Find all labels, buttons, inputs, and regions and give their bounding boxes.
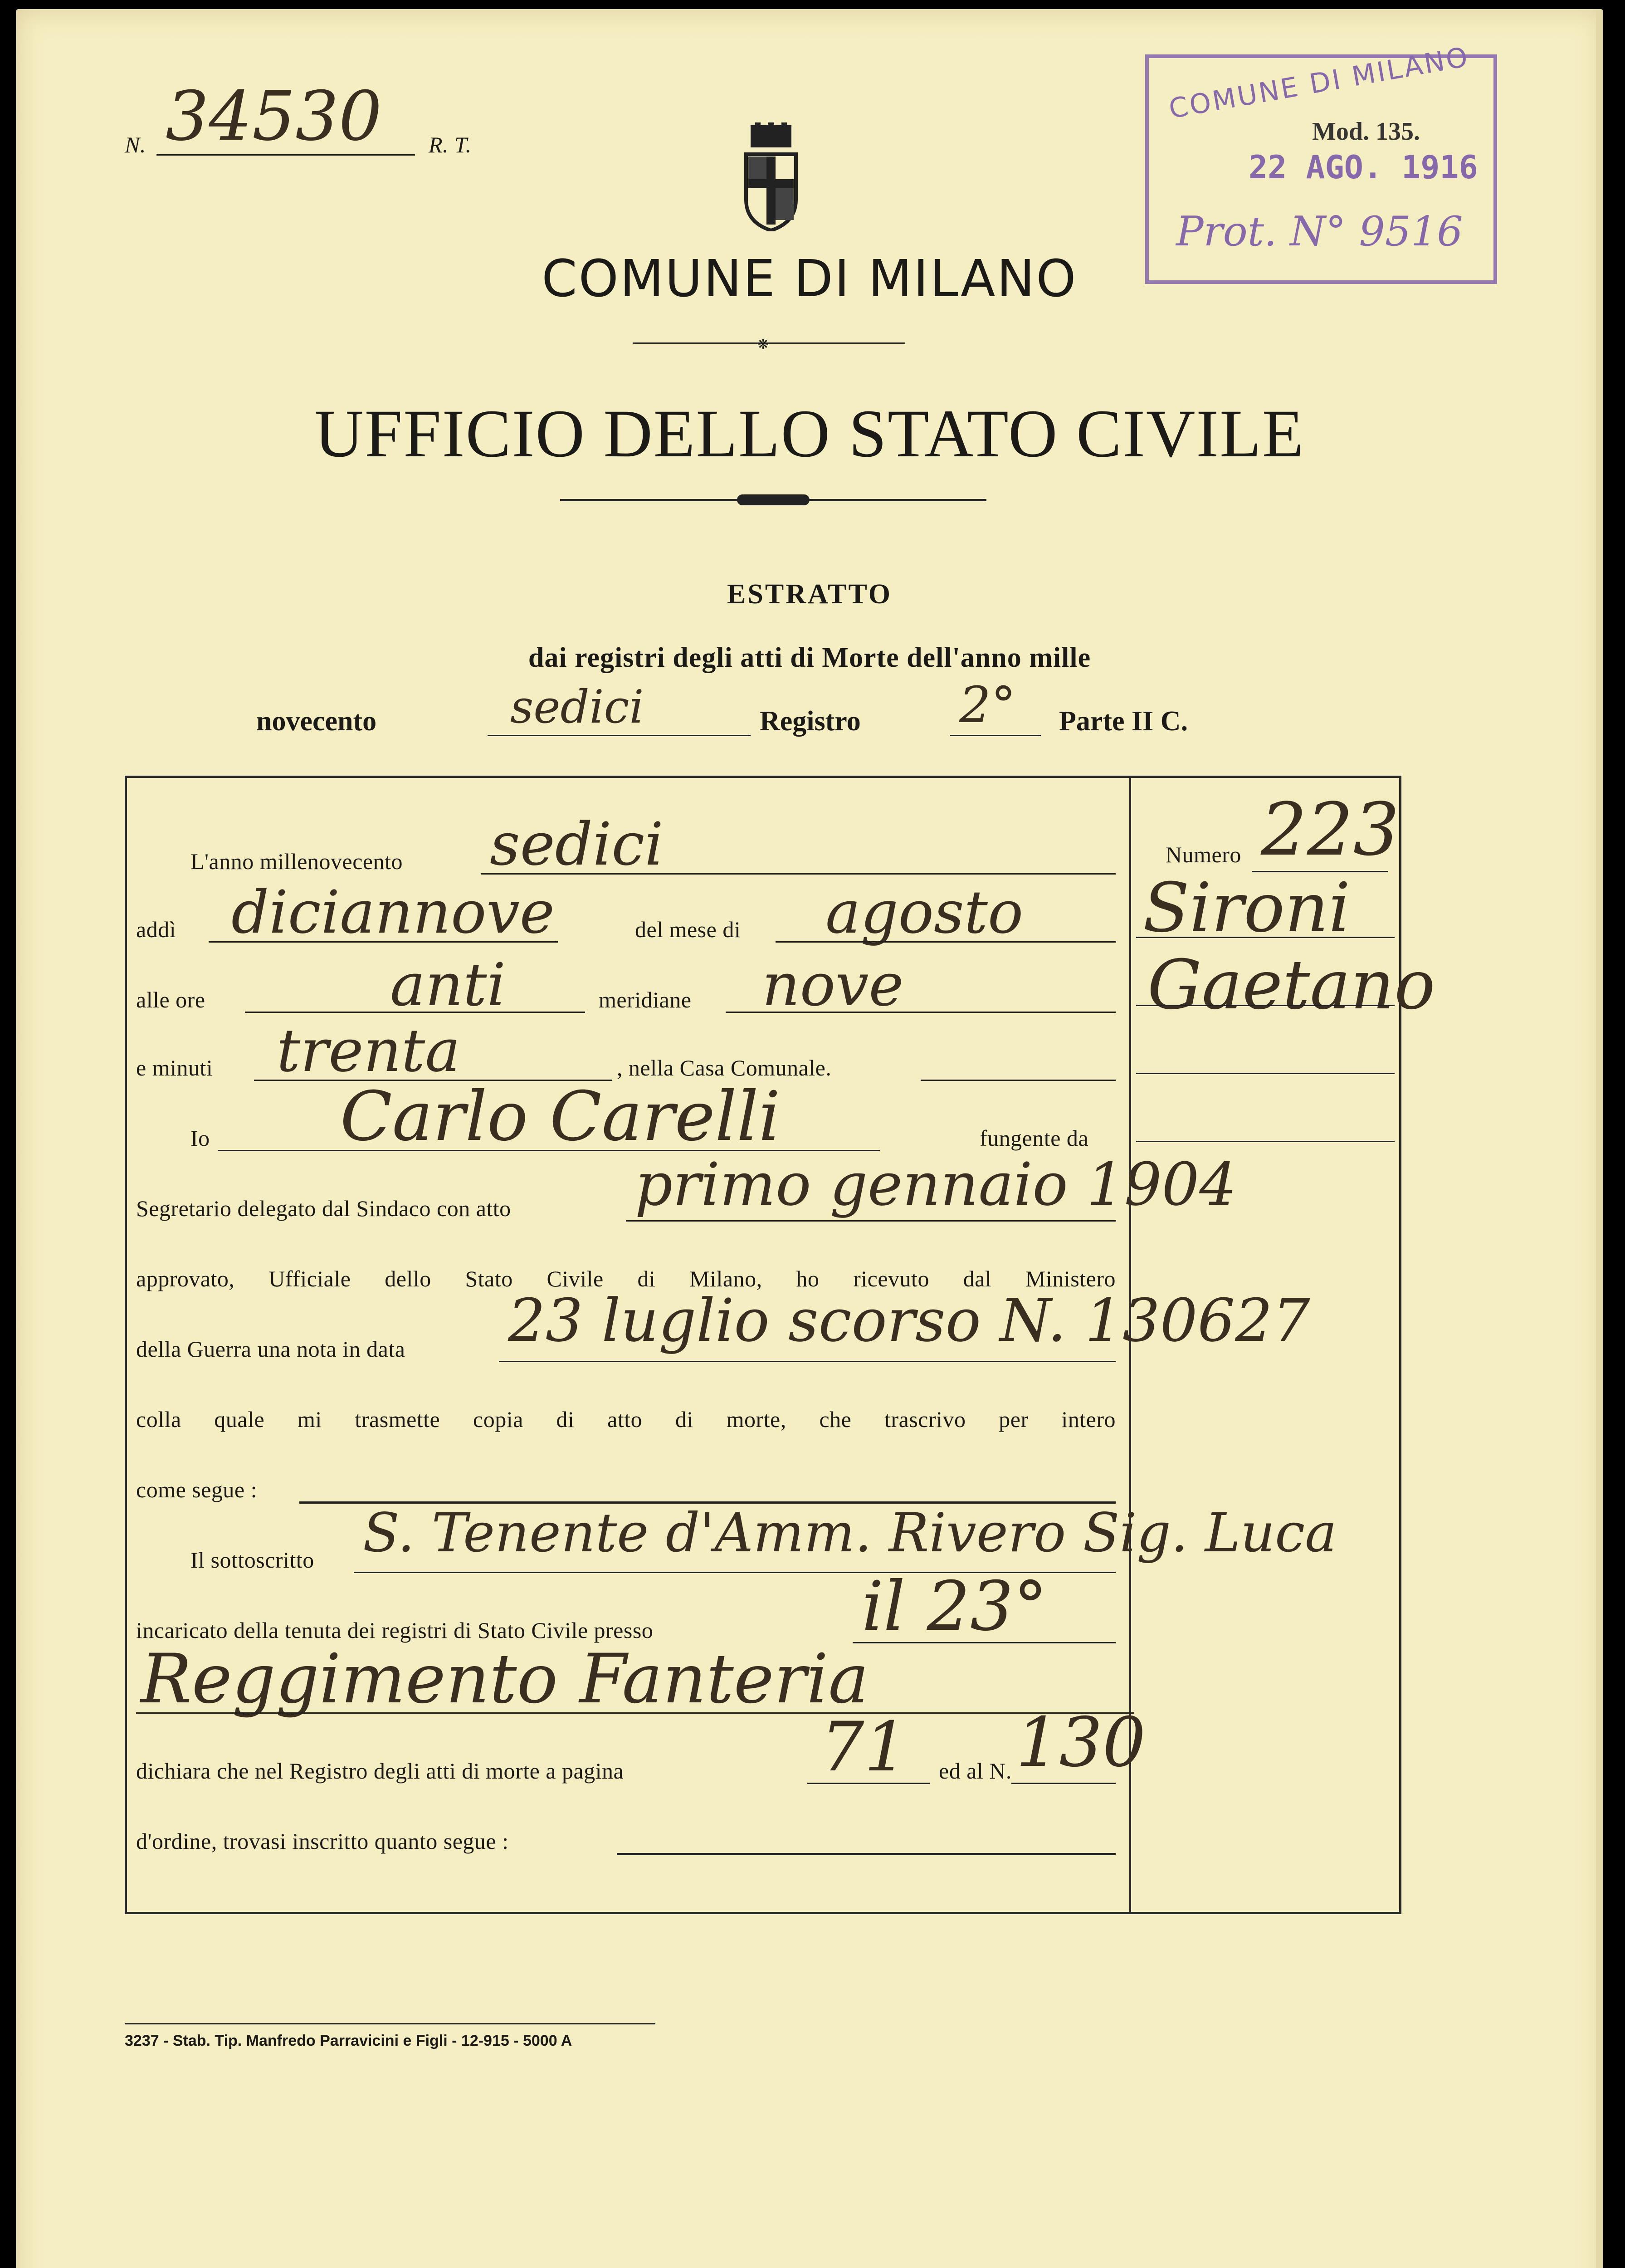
segretario-label: Segretario delegato dal Sindaco con atto [136,1196,511,1221]
sottoscritto-label: Il sottoscritto [190,1547,314,1573]
registro-underline [950,735,1041,736]
ufficio-title: UFFICIO DELLO STATO CIVILE [314,396,1305,471]
reggimento-underline [136,1712,1134,1714]
sottoscritto-value: S. Tenente d'Amm. Rivero Sig. Luca [363,1501,1337,1564]
anno-value: sedici [490,810,664,879]
novecento-value: sedici [510,680,644,733]
ore-num-value: nove [762,950,904,1019]
io-value: Carlo Carelli [340,1077,781,1156]
anno-underline [481,873,1116,875]
addi-underline [209,941,558,943]
come-segue-label: come segue : [136,1477,258,1502]
nota-value: 23 luglio scorso N. 130627 [508,1286,1310,1355]
rt-label: R. T. [429,132,472,157]
pagina-value: 71 [821,1708,908,1787]
presso-underline [853,1642,1116,1643]
guerra-label: della Guerra una nota in data [136,1336,405,1362]
footer-rule [125,2023,655,2024]
side-line-3 [1136,1073,1395,1074]
nome-value: Gaetano [1147,946,1435,1025]
colla-text: colla quale mi trasmette copia di atto di morte, che trascrivo per intero [136,1407,1116,1432]
printer-footer: 3237 - Stab. Tip. Manfredo Parravicini e Figli - 12-915 - 5000 A [125,2032,572,2049]
addi-value: diciannove [231,878,555,947]
addi-label: addì [136,917,176,942]
mese-value: agosto [825,878,1024,947]
n-label: N. [125,132,146,157]
registro-label: Registro [760,706,861,737]
stamp-prot: Prot. N° 9516 [1176,208,1463,255]
stamp-mod: Mod. 135. [1312,117,1420,146]
n-value: 34530 [166,77,382,156]
incaricato-label: incaricato della tenuta dei registri di Stato Civile presso [136,1618,654,1643]
presso-value: il 23° [862,1567,1048,1646]
ore-underline [245,1012,585,1013]
numero-label: Numero [1166,842,1241,867]
casa-underline [921,1080,1116,1081]
minuti-label: e minuti [136,1055,213,1080]
ed-al-label: ed al N. [939,1758,1012,1784]
nota-underline [499,1361,1116,1362]
protocol-stamp [1145,41,1497,284]
side-line-2 [1136,1005,1395,1006]
meridiane-label: meridiane [599,987,692,1012]
estratto-line1: dai registri degli atti di Morte dell'anno mille [528,642,1091,673]
numero-ordine-value: 130 [1016,1703,1146,1782]
atto-underline [626,1220,1116,1222]
page-edge [1596,9,1603,2268]
divider-ornament: ❋ [757,337,769,352]
approvato-text: approvato, Ufficiale dello Stato Civile di Milano, ho ricevuto dal Ministero [136,1266,1116,1291]
stamp-date: 22 AGO. 1916 [1249,149,1478,186]
numero-ordine-underline [1011,1783,1116,1784]
ordine-label: d'ordine, trovasi inscritto quanto segue : [136,1828,509,1854]
divider-ornament-center [737,494,810,505]
ore-value: anti [390,950,506,1019]
comune-title: COMUNE DI MILANO [542,249,1078,308]
side-line-1 [1136,937,1395,938]
ore-num-underline [726,1012,1116,1013]
novecento-underline [488,735,751,736]
n-underline [156,154,415,156]
io-label: Io [190,1125,210,1151]
minuti-value: trenta [277,1016,460,1085]
dichiara-label: dichiara che nel Registro degli atti di morte a pagina [136,1758,624,1784]
registro-value: 2° [959,676,1016,734]
estratto-title: ESTRATTO [727,579,892,610]
parte-label: Parte II C. [1059,706,1188,737]
mese-underline [776,941,1116,943]
reggimento-value: Reggimento Fanteria [141,1640,869,1719]
cognome-value: Sironi [1143,869,1351,948]
document-page [16,9,1603,2268]
mese-label: del mese di [635,917,741,942]
ordine-underline [617,1853,1116,1855]
record-table [125,776,1435,1914]
anno-label: L'anno millenovecento [190,849,403,874]
numero-value: 223 [1261,787,1400,872]
casa-label: , nella Casa Comunale. [617,1055,832,1080]
novecento-label: novecento [256,706,377,737]
atto-value: primo gennaio 1904 [635,1150,1237,1219]
side-line-4 [1136,1141,1395,1142]
ore-label: alle ore [136,987,205,1012]
fungente-label: fungente da [980,1125,1089,1151]
milan-coat-of-arms-icon [742,122,800,231]
stamp-comune: COMUNE DI MILANO [1166,41,1472,125]
pagina-underline [807,1783,930,1784]
